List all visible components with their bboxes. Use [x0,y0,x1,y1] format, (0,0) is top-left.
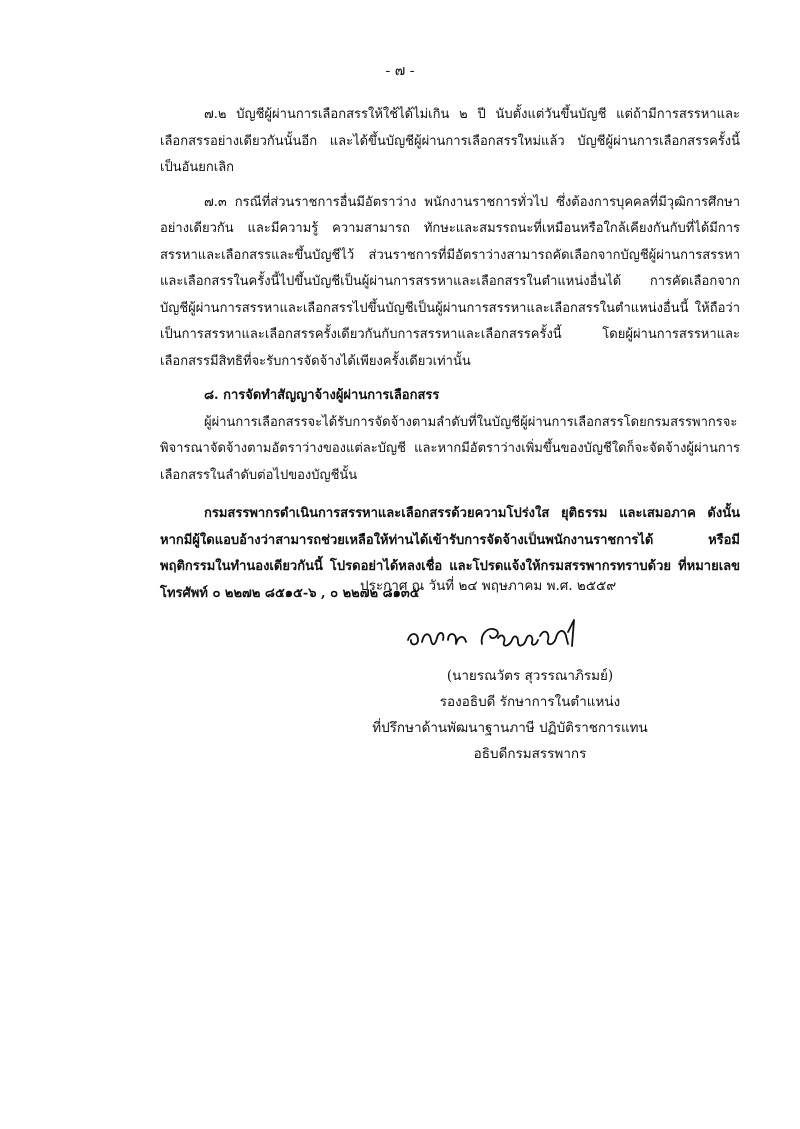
clause-7-2: ๗.๒ บัญชีผู้ผ่านการเลือกสรรให้ใช้ได้ไม่เกิน ๒ ปี นับตั้งแต่วันขึ้นบัญชี แต่ถ้ามีการสรรหาและเลือกสรรอย่างเดียวกันนั้นอีก และได้ขึ้นบัญชีผู้ผ่านการเลือกสรรใหม่แล้ว บัญชีผู้ผ่านการเลือกสรรครั้งนี้เป็นอันยกเลิก [160,107,740,175]
section-8-body: ผู้ผ่านการเลือกสรรจะได้รับการจัดจ้างตามลำดับที่ในบัญชีผู้ผ่านการเลือกสรรโดยกรมสรรพากรจะพิจารณาจัดจ้างตามอัตราว่างของแต่ละบัญชี และหากมีอัตราว่างเพิ่มขึ้นของบัญชีใดก็จะจัดจ้างผู้ผ่านการเลือกสรรในลำดับต่อไปของบัญชีนั้น [160,414,740,483]
signatory-position-1: รองอธิบดี รักษาการในตำแหน่ง [439,694,621,710]
handwritten-signature [402,616,622,656]
signatory-block [360,663,700,767]
document-body [160,102,740,607]
section-8-heading: ๘. การจัดทำสัญญาจ้างผู้ผ่านการเลือกสรร [204,388,440,403]
signatory-position-3: อธิบดีกรมสรรพากร [473,746,587,762]
transparency-notice: กรมสรรพากรดำเนินการสรรหาและเลือกสรรด้วยความโปร่งใส ยุติธรรม และเสมอภาค ดังนั้น หากมีผู้ใดแอบอ้างว่าสามารถช่วยเหลือให้ท่านได้เข้ารับการจัดจ้างเป็นพนักงานราชการได้ หรือมีพฤติกรรมในทำนองเดียวกันนี้ โปรดอย่าได้หลงเชื่อ และโปรดแจ้งให้กรมสรรพากรทราบด้วย ที่หมายเลขโทรศัพท์ ๐ ๒๒๗๒ ๘๕๑๕-๖ , ๐ ๒๒๗๒ ๘๑๓๕ [160,506,740,601]
clause-7-3: ๗.๓ กรณีที่ส่วนราชการอื่นมีอัตราว่าง พนักงานราชการทั่วไป ซึ่งต้องการบุคคลที่มีวุฒิการศึกษาอย่างเดียวกัน และมีความรู้ ความสามารถ ทักษะและสมรรถนะที่เหมือนหรือใกล้เคียงกันกับที่ได้มีการสรรหาและเลือกสรรและขึ้นบัญชีไว้ ส่วนราชการที่มีอัตราว่างสามารถคัดเลือกจากบัญชีผู้ผ่านการสรรหาและเลือกสรรในครั้งนี้ไปขึ้นบัญชีเป็นผู้ผ่านการสรรหาและเลือกสรรในตำแหน่งอื่นได้ การคัดเลือกจากบัญชีผู้ผ่านการสรรหาและเลือกสรรไปขึ้นบัญชีเป็นผู้ผ่านการสรรหาและเลือกสรรในตำแหน่งอื่นนี้ ให้ถือว่าเป็นการสรรหาและเลือกสรรครั้งเดียวกันกับการสรรหาและเลือกสรรครั้งนี้ โดยผู้ผ่านการสรรหาและเลือกสรรมีสิทธิที่จะรับการจัดจ้างได้เพียงครั้งเดียวเท่านั้น [160,194,740,369]
signatory-name: (นายรณวัตร สุวรรณาภิรมย์) [446,668,614,684]
signatory-position-2: ที่ปรึกษาด้านพัฒนาฐานภาษี ปฏิบัติราชการแทน [372,720,648,736]
announcement-date: ประกาศ ณ วันที่ ๒๔ พฤษภาคม พ.ศ. ๒๕๕๙ [360,578,617,594]
page-number: - ๗ - [385,63,415,79]
